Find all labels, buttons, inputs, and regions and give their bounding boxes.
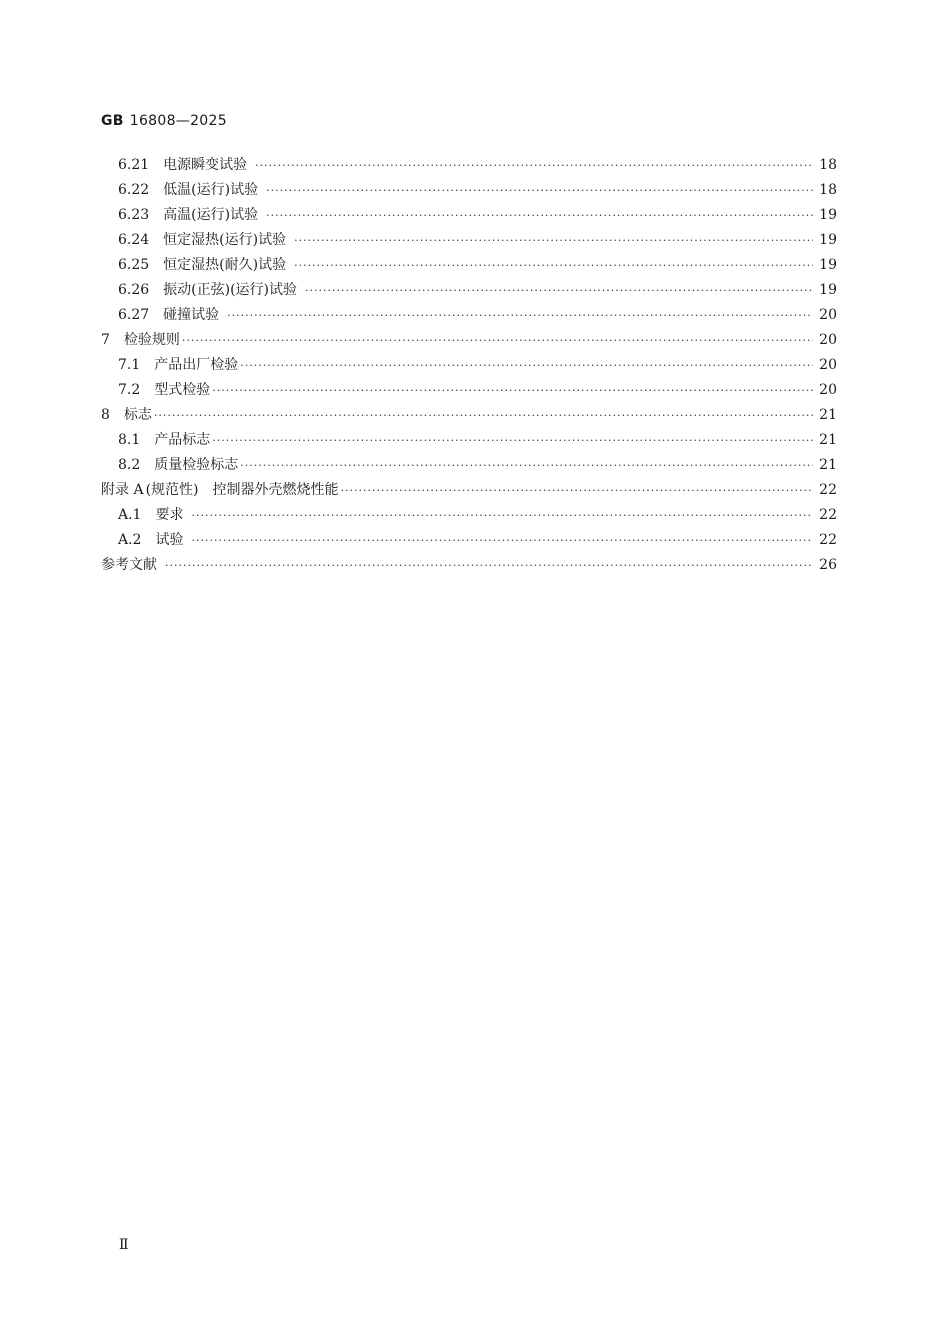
document-header xyxy=(101,113,227,129)
toc-entry-title: 质量检验标志 xyxy=(154,457,239,473)
toc-entry-number: 6.25 xyxy=(118,257,150,273)
toc-dot-leader xyxy=(341,484,814,497)
toc-entry[interactable] xyxy=(101,379,837,404)
toc-entry-page: 22 xyxy=(819,482,837,498)
toc-entry-title: 恒定湿热(耐久)试验 xyxy=(163,257,287,273)
toc-entry-page: 20 xyxy=(819,332,837,348)
toc-entry-page: 18 xyxy=(819,182,837,198)
toc-entry-page: 20 xyxy=(819,357,837,373)
toc-entry-page: 19 xyxy=(819,232,837,248)
toc-entry[interactable] xyxy=(101,554,837,579)
toc-entry-title: 振动(正弦)(运行)试验 xyxy=(163,282,298,298)
toc-dot-leader xyxy=(266,209,813,222)
toc-dot-leader xyxy=(212,384,813,397)
toc-entry[interactable] xyxy=(101,354,837,379)
toc-entry-page: 20 xyxy=(819,382,837,398)
toc-entry[interactable] xyxy=(101,179,837,204)
toc-entry-title: 检验规则 xyxy=(123,332,180,348)
toc-entry-number: 7.1 xyxy=(118,357,141,373)
toc-entry-number: 6.26 xyxy=(118,282,150,298)
toc-entry[interactable] xyxy=(101,529,837,554)
toc-entry[interactable] xyxy=(101,429,837,454)
toc-dot-leader xyxy=(305,284,813,297)
toc-entry-number: 8.1 xyxy=(118,432,141,448)
toc-dot-leader xyxy=(191,509,813,522)
toc-entry-title: 产品出厂检验 xyxy=(154,357,239,373)
standard-prefix: GB xyxy=(101,113,124,129)
toc-entry[interactable] xyxy=(101,479,837,504)
toc-dot-leader xyxy=(191,534,813,547)
toc-entry-title: 碰撞试验 xyxy=(163,307,220,323)
toc-dot-leader xyxy=(165,559,813,572)
toc-dot-leader xyxy=(240,459,813,472)
toc-entry-number: 6.21 xyxy=(118,157,150,173)
toc-entry-number: 7.2 xyxy=(118,382,141,398)
toc-entry[interactable] xyxy=(101,504,837,529)
toc-dot-leader xyxy=(294,234,813,247)
toc-entry[interactable] xyxy=(101,454,837,479)
toc-entry-page: 19 xyxy=(819,257,837,273)
toc-entry[interactable] xyxy=(101,229,837,254)
toc-entry-title: 产品标志 xyxy=(154,432,211,448)
toc-entry-number: 7 xyxy=(101,332,110,348)
toc-entry-number: 6.23 xyxy=(118,207,150,223)
toc-entry-number: 附录 A xyxy=(101,482,144,498)
toc-entry-page: 20 xyxy=(819,307,837,323)
toc-entry[interactable] xyxy=(101,254,837,279)
toc-entry-page: 21 xyxy=(819,407,837,423)
toc-entry-number: A.2 xyxy=(118,532,142,548)
toc-entry[interactable] xyxy=(101,204,837,229)
toc-entry-title: 高温(运行)试验 xyxy=(163,207,259,223)
standard-number: 16808—2025 xyxy=(129,113,227,129)
toc-entry-title: 型式检验 xyxy=(154,382,211,398)
toc-entry[interactable] xyxy=(101,304,837,329)
page-number: Ⅱ xyxy=(119,1237,129,1253)
toc-entry-page: 22 xyxy=(819,507,837,523)
toc-entry-number: 8 xyxy=(101,407,110,423)
toc-entry-title: (规范性) 控制器外壳燃烧性能 xyxy=(145,482,339,498)
toc-entry-title: 电源瞬变试验 xyxy=(163,157,248,173)
toc-dot-leader xyxy=(255,159,813,172)
toc-dot-leader xyxy=(154,409,813,422)
toc-entry[interactable] xyxy=(101,154,837,179)
toc-entry-title: 低温(运行)试验 xyxy=(163,182,259,198)
toc-entry-title: 参考文献 xyxy=(101,557,157,573)
toc-entry-page: 18 xyxy=(819,157,837,173)
toc-dot-leader xyxy=(212,434,813,447)
toc-entry-number: 8.2 xyxy=(118,457,141,473)
toc-entry-title: 标志 xyxy=(123,407,152,423)
toc-dot-leader xyxy=(240,359,813,372)
toc-entry-title: 恒定湿热(运行)试验 xyxy=(163,232,287,248)
toc-entry-page: 19 xyxy=(819,207,837,223)
toc-entry-title: 试验 xyxy=(155,532,184,548)
toc-entry-page: 26 xyxy=(819,557,837,573)
toc-entry[interactable] xyxy=(101,329,837,354)
toc-entry[interactable] xyxy=(101,404,837,429)
toc-entry-page: 21 xyxy=(819,457,837,473)
table-of-contents xyxy=(101,154,837,579)
toc-entry-title: 要求 xyxy=(155,507,184,523)
toc-entry-page: 21 xyxy=(819,432,837,448)
toc-dot-leader xyxy=(294,259,813,272)
toc-dot-leader xyxy=(227,309,813,322)
toc-entry-page: 22 xyxy=(819,532,837,548)
toc-entry-number: 6.22 xyxy=(118,182,150,198)
toc-entry-number: A.1 xyxy=(118,507,142,523)
toc-entry-number: 6.27 xyxy=(118,307,150,323)
toc-entry-number: 6.24 xyxy=(118,232,150,248)
toc-dot-leader xyxy=(182,334,813,347)
toc-entry-page: 19 xyxy=(819,282,837,298)
toc-dot-leader xyxy=(266,184,813,197)
toc-entry[interactable] xyxy=(101,279,837,304)
